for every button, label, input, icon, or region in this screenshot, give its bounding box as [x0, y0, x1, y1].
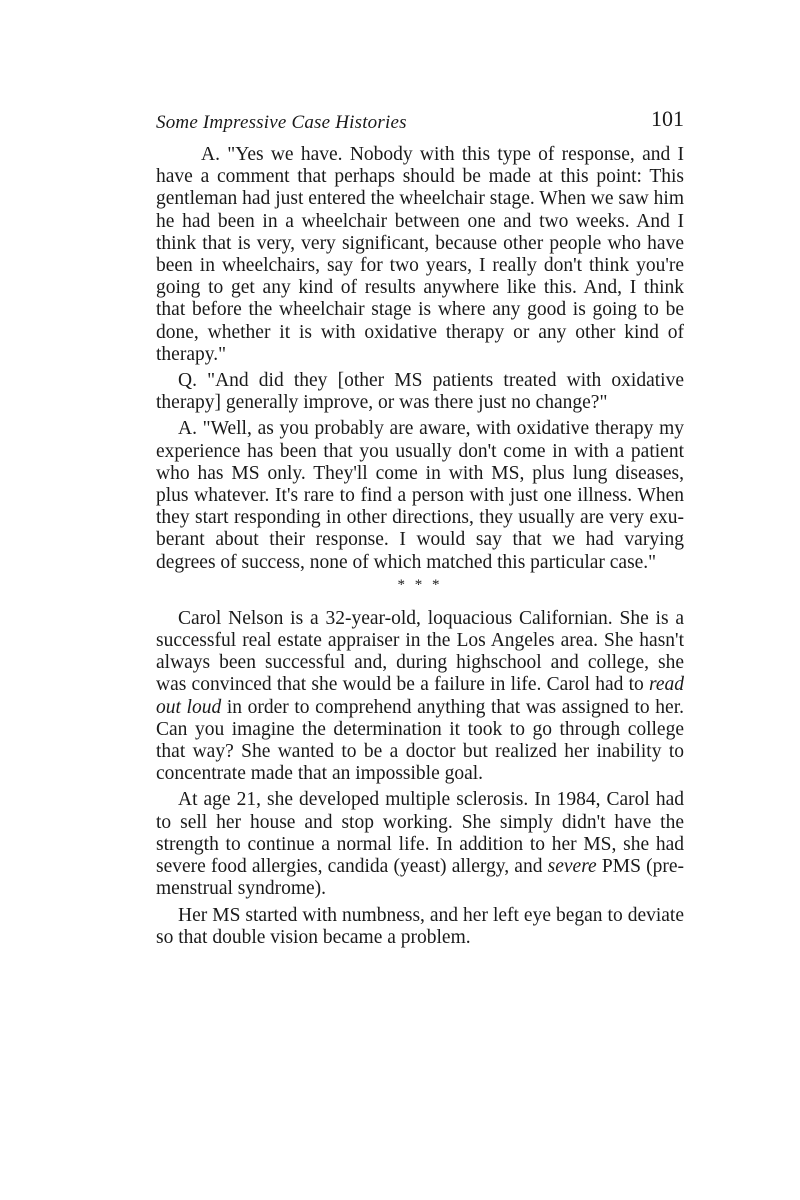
paragraph-text: At age 21, she developed multiple sclerosis. In 1984, Carol had to sell her house and stop working. She simply didn't have the strength to continue a normal life. In addition to her MS, she had severe food allergies, candida (yeast) allergy, and [156, 789, 684, 878]
page-number: 101 [651, 106, 684, 131]
running-header [156, 104, 684, 144]
emphasis-text: severe [547, 856, 597, 878]
paragraph-answer-2: A. "Well, as you probably are aware, with oxidative therapy my experience has been that you usually don't come in with a patient who has MS only. They'll come in with MS, plus lung diseases, plus whatever. It's rare to find a person with just one illness. When they start responding in other directions, they usually are very exuberant about their response. I would say that we had varying degrees of success, none of which matched this particular case." [156, 418, 684, 573]
book-page [156, 104, 684, 953]
paragraph-ms-symptoms: Her MS started with numbness, and her left eye began to deviate so that double vision became a problem. [156, 904, 684, 948]
paragraph-carol-intro [156, 608, 684, 786]
paragraph-text: PMS (pre-menstrual syndrome). [156, 856, 684, 900]
chapter-title: Some Impressive Case Histories [156, 112, 407, 133]
paragraph-text: in order to comprehend anything that was assigned to her. Can you imagine the determination it took to go through college that way? She wanted to be a doctor but realized her inability to concentrate made that an impossible goal. [156, 696, 684, 785]
section-separator: * * * [397, 576, 443, 593]
body-text [156, 144, 684, 949]
paragraph-text: Carol Nelson is a 32-year-old, loquacious Californian. She is a successful real estate appraiser in the Los Angeles area. She hasn't always been successful and, during highschool and college, she was convinced that she would be a failure in life. Carol had to [156, 607, 684, 696]
paragraph-question: Q. "And did they [other MS patients treated with oxidative therapy] generally improve, or was there just no change?" [156, 370, 684, 414]
paragraph-answer-1: A. "Yes we have. Nobody with this type of response, and I have a comment that perhaps should be made at this point: This gentleman had just entered the wheelchair stage. When we saw him he had been in a wheelchair between one and two weeks. And I think that is very, very significant, because other people who have been in wheelchairs, say for two years, I really don't think you're going to get any kind of results anywhere like this. And, I think that before the wheelchair stage is where any good is going to be done, whether it is with oxidative therapy or any other kind of therapy." [156, 144, 684, 365]
paragraph-ms-onset [156, 789, 684, 900]
emphasis-text: read out loud [156, 674, 684, 718]
